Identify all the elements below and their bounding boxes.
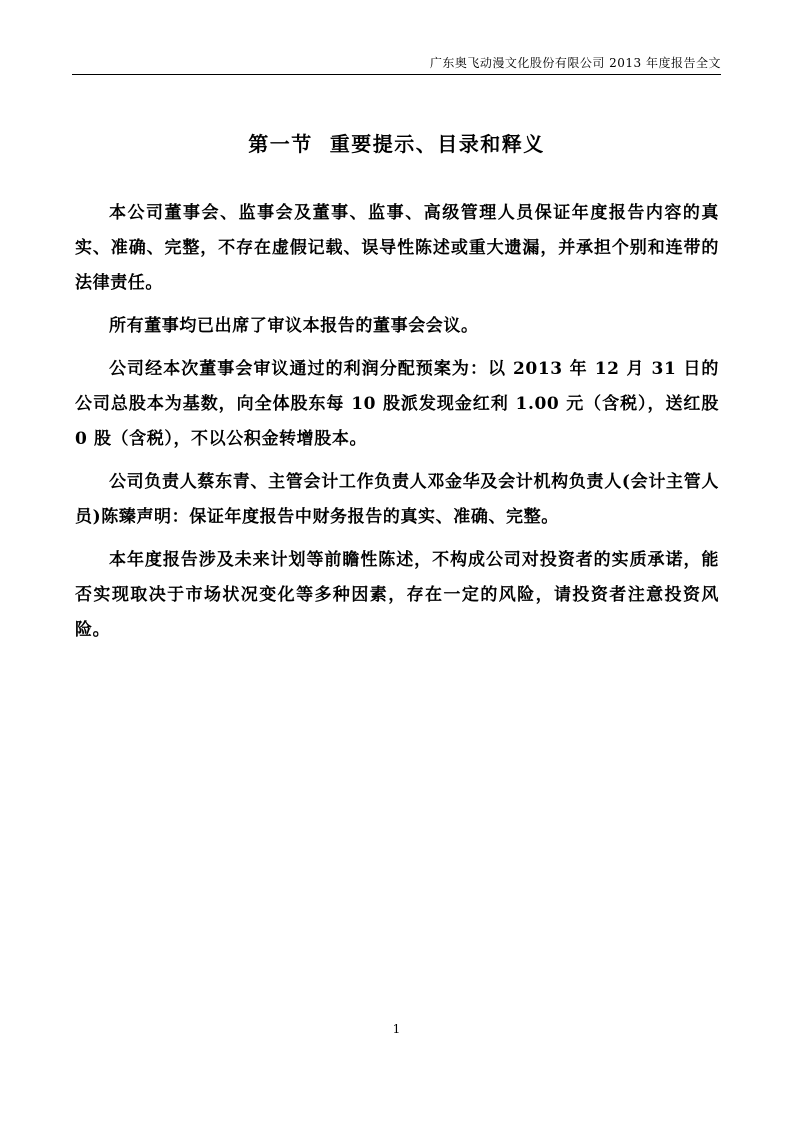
page-number: 1 (392, 1022, 401, 1036)
paragraph-profit-distribution: 公司经本次董事会审议通过的利润分配预案为：以 2013 年 12 月 31 日的公司总股本为基数，向全体股东每 10 股派发现金红利 1.00 元（含税），送红股 0 股（含税），不以公积金转增股本。 (75, 359, 719, 449)
section-title: 第一节 重要提示、目录和释义 (248, 132, 545, 156)
paragraph-board-guarantee: 本公司董事会、监事会及董事、监事、高级管理人员保证年度报告内容的真实、准确、完整，不存在虚假记载、误导性陈述或重大遗漏，并承担个别和连带的法律责任。 (75, 203, 719, 293)
paragraph-forward-looking: 本年度报告涉及未来计划等前瞻性陈述，不构成公司对投资者的实质承诺，能否实现取决于市场状况变化等多种因素，存在一定的风险，请投资者注意投资风险。 (75, 550, 719, 640)
running-header: 广东奥飞动漫文化股份有限公司 2013 年度报告全文 (429, 56, 721, 70)
header-divider (72, 74, 721, 75)
paragraph-attendance: 所有董事均已出席了审议本报告的董事会会议。 (109, 316, 479, 336)
paragraph-officer-statement: 公司负责人蔡东青、主管会计工作负责人邓金华及会计机构负责人(会计主管人员)陈臻声明：保证年度报告中财务报告的真实、准确、完整。 (75, 472, 719, 527)
body-text (75, 196, 719, 656)
